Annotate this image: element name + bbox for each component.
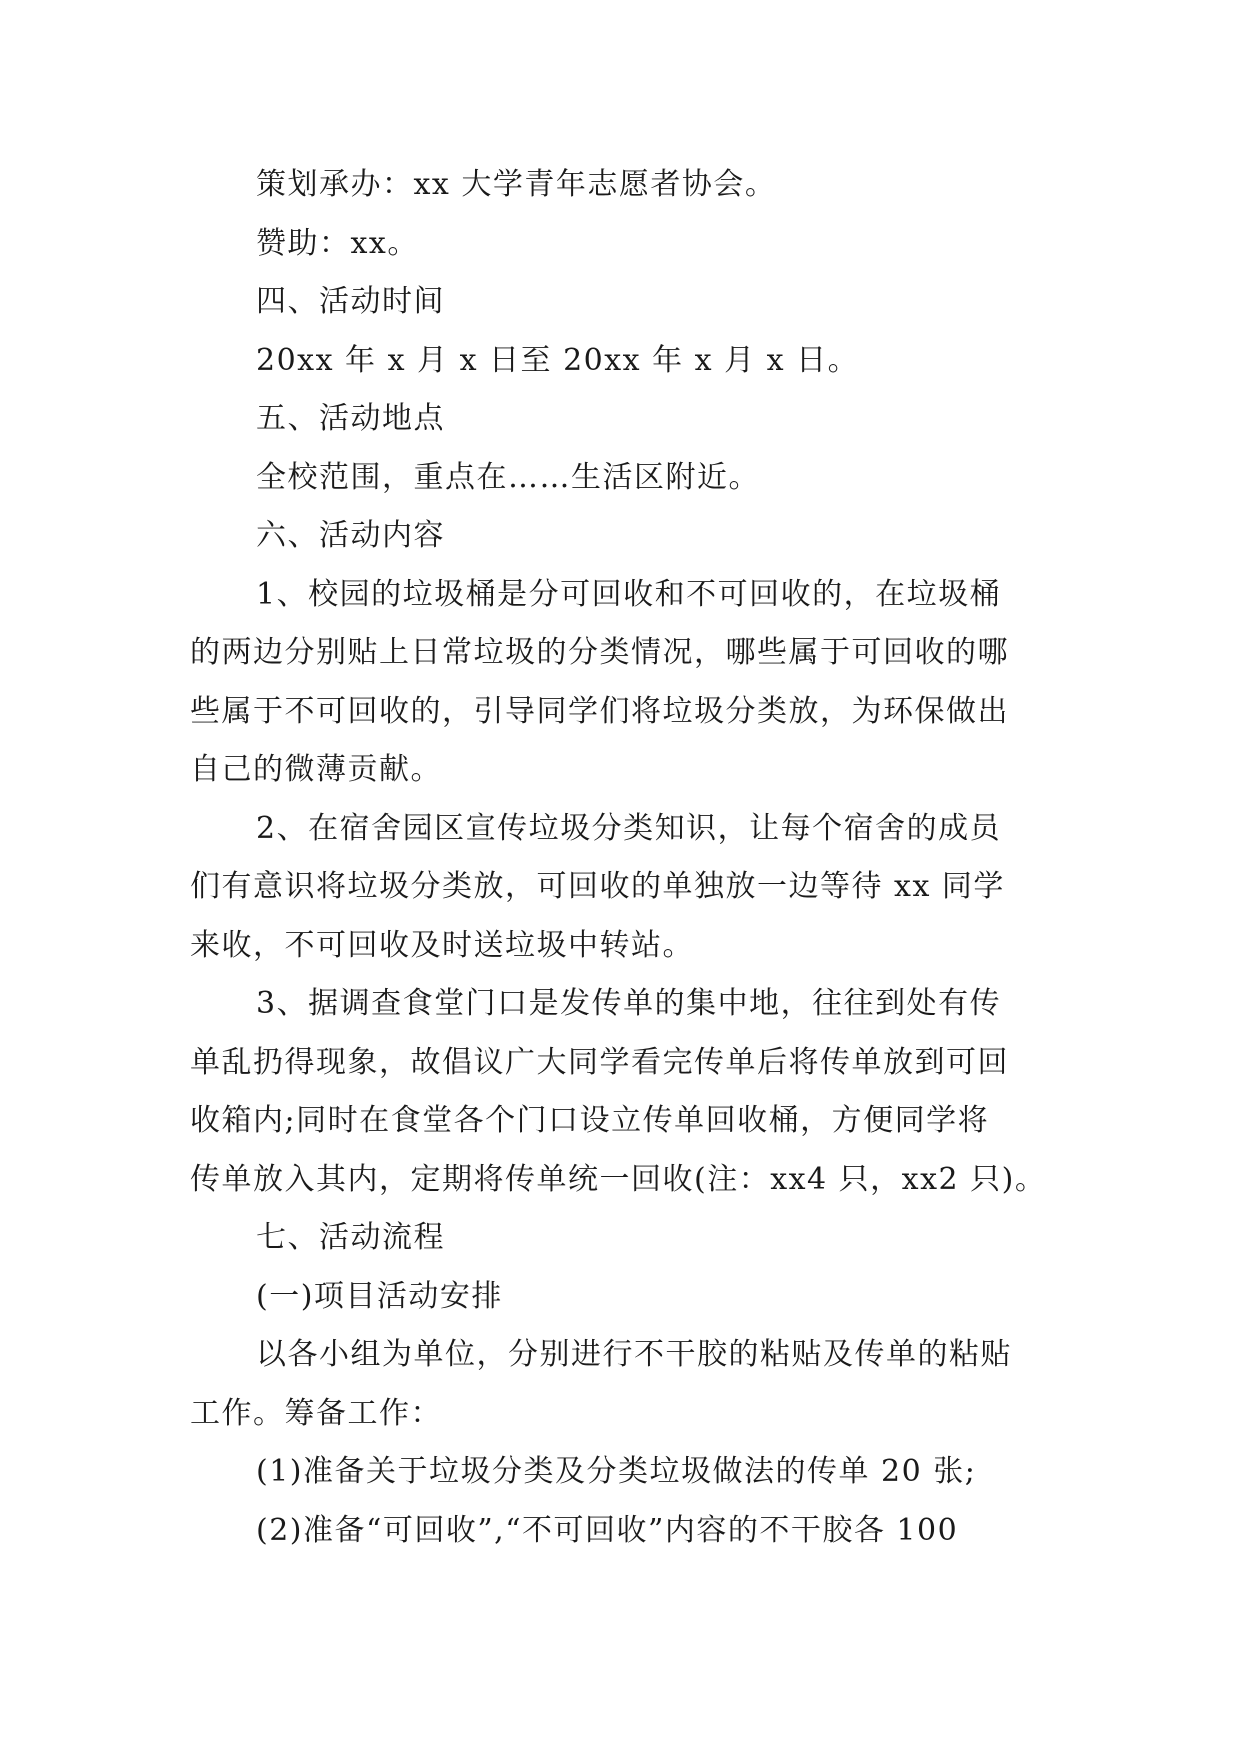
text-line: 传单放入其内，定期将传单统一回收(注：xx4 只，xx2 只)。 <box>190 1161 1047 1197</box>
text-line: 以各小组为单位，分别进行不干胶的粘贴及传单的粘贴 <box>256 1337 1012 1372</box>
text-line: 单乱扔得现象，故倡议广大同学看完传单后将传单放到可回 <box>190 1044 1009 1080</box>
text-line: 五、活动地点 <box>256 401 445 436</box>
text-line: 来收，不可回收及时送垃圾中转站。 <box>190 927 694 963</box>
text-line: 20xx 年 x 月 x 日至 20xx 年 x 月 x 日。 <box>256 342 860 378</box>
text-line: (2)准备“可回收”,“不可回收”内容的不干胶各 100 <box>256 1512 959 1548</box>
text-line: 四、活动时间 <box>256 284 445 319</box>
text-line: 工作。筹备工作： <box>190 1395 442 1431</box>
text-line: 3、据调查食堂门口是发传单的集中地，往往到处有传 <box>256 986 1002 1021</box>
text-line: 赞助：xx。 <box>256 225 419 261</box>
text-line: 七、活动流程 <box>256 1220 445 1255</box>
document-page <box>190 156 1060 1560</box>
text-line: 1、校园的垃圾桶是分可回收和不可回收的，在垃圾桶 <box>256 576 1002 612</box>
text-line: 2、在宿舍园区宣传垃圾分类知识，让每个宿舍的成员 <box>256 810 1002 846</box>
text-line: 策划承办：xx 大学青年志愿者协会。 <box>256 167 777 202</box>
text-line: 的两边分别贴上日常垃圾的分类情况，哪些属于可回收的哪 <box>190 635 1009 670</box>
text-line: 些属于不可回收的，引导同学们将垃圾分类放，为环保做出 <box>190 693 1009 729</box>
text-line: 收箱内;同时在食堂各个门口设立传单回收桶，方便同学将 <box>190 1103 990 1138</box>
text-line: (1)准备关于垃圾分类及分类垃圾做法的传单 20 张; <box>256 1454 977 1489</box>
text-line: (一)项目活动安排 <box>256 1278 503 1314</box>
text-line: 六、活动内容 <box>256 518 445 553</box>
text-line: 全校范围，重点在……生活区附近。 <box>256 459 760 495</box>
text-line: 自己的微薄贡献。 <box>190 752 442 787</box>
text-line: 们有意识将垃圾分类放，可回收的单独放一边等待 xx 同学 <box>190 869 1005 904</box>
